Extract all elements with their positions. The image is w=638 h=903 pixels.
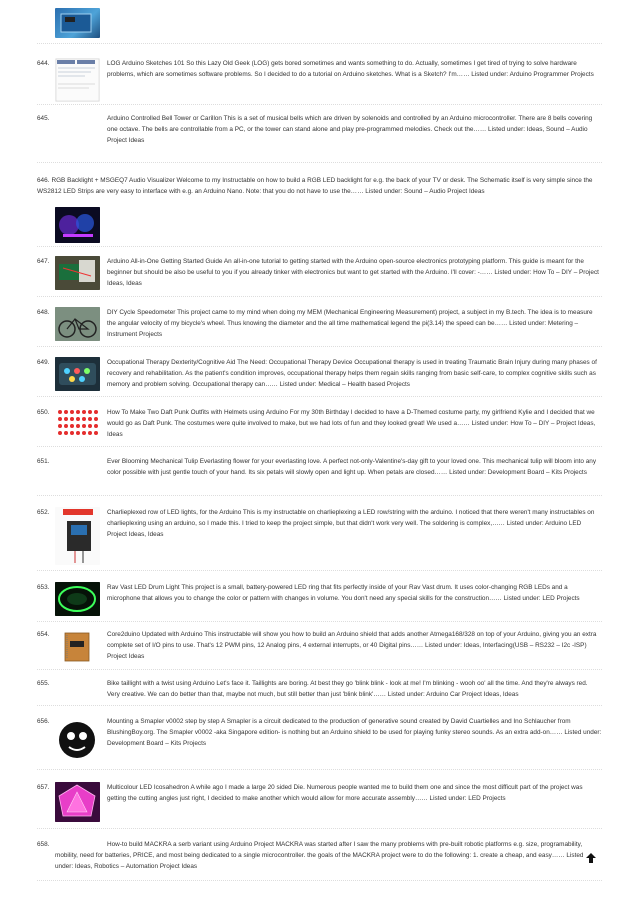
rgb-backlight-icon <box>55 207 100 243</box>
thumbnail-image[interactable] <box>55 307 100 341</box>
separator <box>37 162 602 163</box>
entry-description[interactable]: How To Make Two Daft Punk Outfits with Helmets using Arduino For my 30th Birthday I decided to have a D-Themed costume party, my girlfriend Kylie and I decided that we would go as Daft Punk. The costumes were quite involved to make, but we had lots of fun and they looked great! We used a…… Listed under: How To – DIY – Project Ideas, Ideas <box>107 409 596 438</box>
entry-description[interactable]: Core2duino Updated with Arduino This instructable will show you how to build an Arduino shield that adds another Atmega168/328 on top of your Arduino, giving you an extra complete set of I/O pins to use. That's 12 PWM pins, 12 Analog pins, 4 external interrupts, or 40 Digital pins…… Listed under: Ideas, Interfacing(USB – RS232 – I2c -ISP) Project Ideas <box>107 631 597 660</box>
entry-number: 649. <box>37 359 50 366</box>
entry-number: 658. <box>37 841 50 848</box>
entry-description[interactable]: Bike taillight with a twist using Arduino Let's face it. Taillights are boring. At best they go 'blink blink - look at me! I'm blinking - wooh oo' all the time. And they're always red. Very creative. We can do better than that, maybe not much, but still better than just 'blink blink'…… Listed under: Arduino Car Project Ideas, Ideas <box>107 680 588 698</box>
separator <box>37 396 602 397</box>
entry-description[interactable]: RGB Backlight + MSGEQ7 Audio Visualizer Welcome to my Instructable on how to build a RGB LED backlight for e.g. the back of your TV or desk. The Schematic itself is very simple since the WS2812 LED Strips are very easy to interface with e.g. an Arduino Nano. Note: that you do not have to use the…… Listed under: Sound – Audio Project Ideas <box>37 177 593 195</box>
entry-number: 653. <box>37 584 50 591</box>
entry-description[interactable]: How-to build MACKRA a serb variant using Arduino Project MACKRA was started after I saw the many problems with pre-built robotic platforms e.g. size, programability, mobility, need for batteries, PRICE, and most being dedicated to a single microcontroller. the goals of the MACKRA project were to do the following: 1. create a cheap, and easy…… Listed under: Ideas, Robotics – Automation Project Ideas <box>55 841 584 870</box>
thumbnail-image[interactable] <box>55 256 100 290</box>
separator <box>37 495 602 496</box>
separator <box>37 669 602 670</box>
separator <box>37 346 602 347</box>
thumbnail-image[interactable] <box>55 8 100 38</box>
separator <box>37 769 602 770</box>
separator <box>37 246 602 247</box>
smapler-logo-icon <box>55 716 100 764</box>
separator <box>37 621 602 622</box>
entry-number: 648. <box>37 309 50 316</box>
entry-number: 647. <box>37 258 50 265</box>
separator <box>37 828 602 829</box>
entry-number: 654. <box>37 631 50 638</box>
back-to-top-button[interactable] <box>586 850 596 860</box>
thumbnail-image[interactable] <box>55 582 100 616</box>
led-row-icon <box>55 507 100 565</box>
therapy-device-icon <box>55 357 100 391</box>
separator <box>37 705 602 706</box>
entry-number: 652. <box>37 509 50 516</box>
entry-number: 657. <box>37 784 50 791</box>
entry-wide-text <box>37 175 602 197</box>
thumbnail-image[interactable] <box>55 207 100 243</box>
separator <box>37 880 602 881</box>
thumbnail-image[interactable] <box>55 716 100 764</box>
thumbnail-image[interactable] <box>55 782 100 822</box>
icosahedron-icon <box>55 782 100 822</box>
led-matrix-icon <box>55 407 100 441</box>
separator <box>37 104 602 105</box>
breadboard-icon <box>55 256 100 290</box>
thumbnail-image[interactable] <box>55 58 100 102</box>
thumbnail-image[interactable] <box>55 357 100 391</box>
separator <box>37 43 602 44</box>
entry-number: 651. <box>37 458 50 465</box>
entry-number: 656. <box>37 718 50 725</box>
drum-light-icon <box>55 582 100 616</box>
thumbnail-image[interactable] <box>55 629 100 665</box>
entry-description[interactable]: Rav Vast LED Drum Light This project is a small, battery-powered LED ring that fits perfectly inside of your Rav Vast drum. It uses color-changing RGB LEDs and a microphone that allows you to change the color or pattern with changes in volume. You don't need any special skills for the construction…… Listed under: LED Projects <box>107 584 580 602</box>
arrow-up-icon <box>586 853 596 863</box>
entry-number: 644. <box>37 60 50 67</box>
entry-description[interactable]: Occupational Therapy Dexterity/Cognitive Aid The Need: Occupational Therapy Device Occupational therapy is used in treating Traumatic Brain Injury during many phases of recovery and rehabilitation. As the patient's condition improves, occupational therapy helps them regain skills ranging from basic self-care, to complex cognitive skills such as memory and problem solving. Occupational therapy can…… Listed under: Medical – Health based Projects <box>107 359 597 388</box>
entry-number: 655. <box>37 680 50 687</box>
separator <box>37 446 602 447</box>
separator <box>37 570 602 571</box>
entry-description[interactable]: Arduino All-in-One Getting Started Guide An all-in-one tutorial to getting started with the Arduino open-source electronics prototyping platform. This guide is meant for the beginner but should be also be useful to you if you already tinker with electronics but want to get started with the Arduino. I'll cover: -…… Listed under: How To – DIY – Project Ideas, Ideas <box>107 258 599 287</box>
entry-description[interactable]: Ever Blooming Mechanical Tulip Everlasting flower for your everlasting love. A perfect not-only-Valentine's-day gift to your loved one. This mechanical tulip will bloom into any color possible with just gentle touch of your hand. Its six petals will slowly open and light up. When petals are closed…… Listed under: Development Board – Kits Projects <box>107 458 597 476</box>
thumbnail-image[interactable] <box>55 507 100 565</box>
separator <box>37 296 602 297</box>
entry-number: 646. <box>37 177 50 184</box>
entry-description[interactable]: Charlieplexed row of LED lights, for the Arduino This is my instructable on charlieplexing a LED row/string with the arduino. I noticed that there weren't many instructables on charlieplexing using an arduino, so I made this. I tried to keep the project simple, but that didn't work very well. The soldering is complex,…… Listed under: Arduino LED Project Ideas, Ideas <box>107 509 595 538</box>
screenshot-icon <box>55 58 100 102</box>
bicycle-icon <box>55 307 100 341</box>
entry-description[interactable]: Mounting a Smapler v0002 step by step A Smapler is a circuit dedicated to the production of generative sound created by David Cuartielles and Ino Schlaucher from BlushingBoy.org. The Smapler v0002 -aka Singapore edition- is nothing but an Arduino shield to be used for playing funky stereo sounds. As an extra add-on…… Listed under: Development Board – Kits Projects <box>107 718 602 747</box>
entry-number: 645. <box>37 115 50 122</box>
arduino-board-icon <box>55 8 100 38</box>
entry-description[interactable]: Multicolour LED Icosahedron A while ago I made a large 20 sided Die. Numerous people wanted me to build them one and since the most difficult part of the project was getting the cutting angles just right, I decided to make another which would allow for more accurate assembly…… Listed under: LED Projects <box>107 784 583 802</box>
entry-description[interactable]: Arduino Controlled Bell Tower or Carillon This is a set of musical bells which are driven by solenoids and controlled by an Arduino microcontroller. There are 8 bells covering one octave. The bells are controllable from a PC, or the tower can stand alone and play pre-programmed melodies. Check out the…… Listed under: Ideas, Sound – Audio Project Ideas <box>107 115 593 144</box>
thumbnail-image[interactable] <box>55 407 100 441</box>
entry-number: 650. <box>37 409 50 416</box>
entry-description[interactable]: DIY Cycle Speedometer This project came to my mind when doing my MEM (Mechanical Engineering Measurement) project, a subject in my B.tech. The idea is to measure the angular velocity of my bicycle's wheel. Thus knowing the diameter and the all time mathematical legend the pi(3.14) the speed can be…… Listed under: Metering – Instrument Projects <box>107 309 593 338</box>
shield-board-icon <box>55 629 100 665</box>
entry-description[interactable]: LOG Arduino Sketches 101 So this Lazy Old Geek (LOG) gets bored sometimes and wants something to do. Actually, sometimes I get tired of trying to solve hardware problems, which are sometimes software problems. So I decided to do a tutorial on Arduino sketches. What is a Sketch? I'm…… Listed under: Arduino Programmer Projects <box>107 60 594 78</box>
